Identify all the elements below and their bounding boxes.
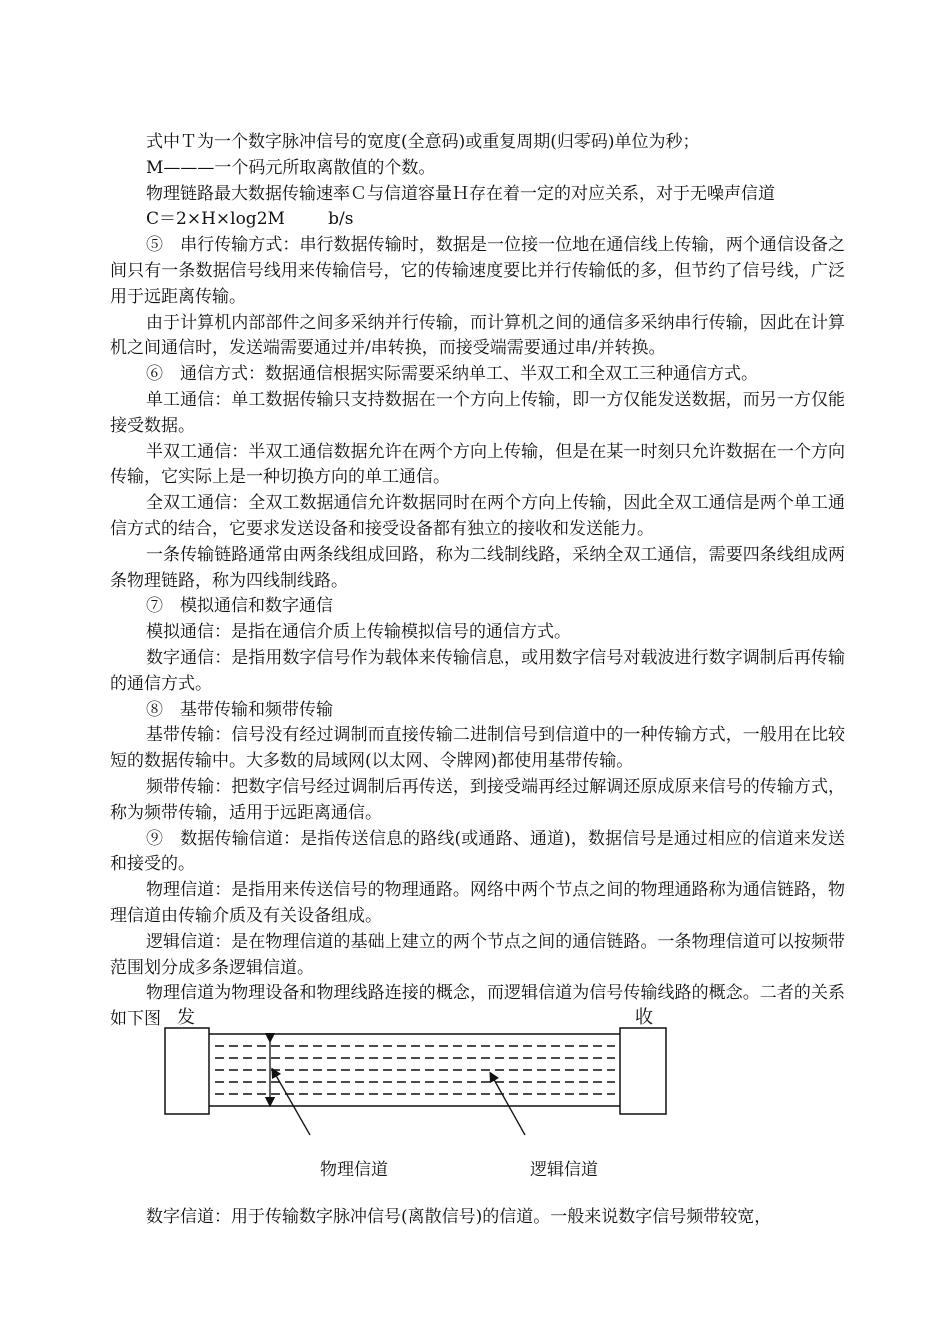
sender-box — [165, 1028, 209, 1114]
paragraph: ⑨ 数据传输信道：是指传送信息的路线(或通路、通道)，数据信号是通过相应的信道来发送和接受的。 — [110, 828, 845, 875]
channel-diagram-svg — [110, 1000, 845, 1180]
channel-diagram — [110, 1000, 845, 1180]
paragraph: 式中Ｔ为一个数字脉冲信号的宽度(全意码)或重复周期(归零码)单位为秒； — [146, 132, 700, 152]
paragraph: 数字信道：用于传输数字脉冲信号(离散信号)的信道。一般来说数字信号频带较宽， — [146, 1207, 772, 1227]
logical-channel-label: 逻辑信道 — [530, 1160, 598, 1180]
sender-label: 发 — [177, 1007, 195, 1028]
logical-channel-lines — [215, 1046, 615, 1094]
paragraph: 基带传输：信号没有经过调制而直接传输二进制信号到信道中的一种传输方式，一般用在比较短的数据传输中。大多数的局域网(以太网、令牌网)都使用基带传输。 — [110, 725, 845, 772]
paragraph: ⑥ 通信方式：数据通信根据实际需要采纳单工、半双工和全双工三种通信方式。 — [146, 364, 758, 385]
paragraph: 单工通信：单工数据传输只支持数据在一个方向上传输，即一方仅能发送数据，而另一方仅能接受数据。 — [110, 389, 845, 436]
paragraph: 物理链路最大数据传输速率Ｃ与信道容量Ｈ存在着一定的对应关系，对于无噪声信道 — [146, 183, 775, 204]
paragraph: 模拟通信：是指在通信介质上传输模拟信号的通信方式。 — [146, 622, 571, 643]
paragraph: M———一个码元所取离散值的个数。 — [146, 157, 436, 178]
document-body — [110, 130, 845, 1033]
formula-line: C＝2×H×log2M b/s — [146, 209, 354, 230]
paragraph: 数字通信：是指用数字信号作为载体来传输信息，或用数字信号对载波进行数字调制后再传输的通信方式。 — [110, 647, 845, 694]
paragraph: 半双工通信：半双工通信数据允许在两个方向上传输，但是在某一时刻只允许数据在一个方向传输，它实际上是一种切换方向的单工通信。 — [110, 441, 845, 488]
paragraph: 频带传输：把数字信号经过调制后再传送，到接受端再经过解调还原成原来信号的传输方式，称为频带传输，适用于远距离通信。 — [110, 776, 845, 823]
receiver-box — [620, 1028, 666, 1114]
paragraph: 物理信道为物理设备和物理线路连接的概念，而逻辑信道为信号传输线路的概念。二者的关系如下图 — [110, 983, 845, 1030]
trailing-paragraph-wrap — [110, 1205, 845, 1231]
paragraph: 一条传输链路通常由两条线组成回路，称为二线制线路，采纳全双工通信，需要四条线组成两条物理链路，称为四线制线路。 — [110, 544, 845, 591]
paragraph: 全双工通信：全双工数据通信允许数据同时在两个方向上传输，因此全双工通信是两个单工通信方式的结合，它要求发送设备和接受设备都有独立的接收和发送能力。 — [110, 493, 845, 539]
paragraph: ⑤ 串行传输方式：串行数据传输时，数据是一位接一位地在通信线上传输，两个通信设备之间只有一条数据信号线用来传输信号，它的传输速度要比并行传输低的多，但节约了信号线，广泛用于远距离传输。 — [110, 235, 845, 307]
paragraph: 物理信道：是指用来传送信号的物理通路。网络中两个节点之间的物理通路称为通信链路，物理信道由传输介质及有关设备组成。 — [110, 880, 845, 926]
receiver-label: 收 — [635, 1007, 653, 1028]
paragraph: ⑦ 模拟通信和数字通信 — [146, 596, 333, 617]
paragraph: 由于计算机内部部件之间多采纳并行传输，而计算机之间的通信多采纳串行传输，因此在计算机之间通信时，发送端需要通过并/串转换，而接受端需要通过串/并转换。 — [110, 312, 845, 359]
paragraph: ⑧ 基带传输和频带传输 — [146, 699, 333, 720]
physical-channel-label: 物理信道 — [320, 1160, 388, 1180]
paragraph: 逻辑信道：是在物理信道的基础上建立的两个节点之间的通信链路。一条物理信道可以按频带范围划分成多条逻辑信道。 — [110, 931, 845, 978]
